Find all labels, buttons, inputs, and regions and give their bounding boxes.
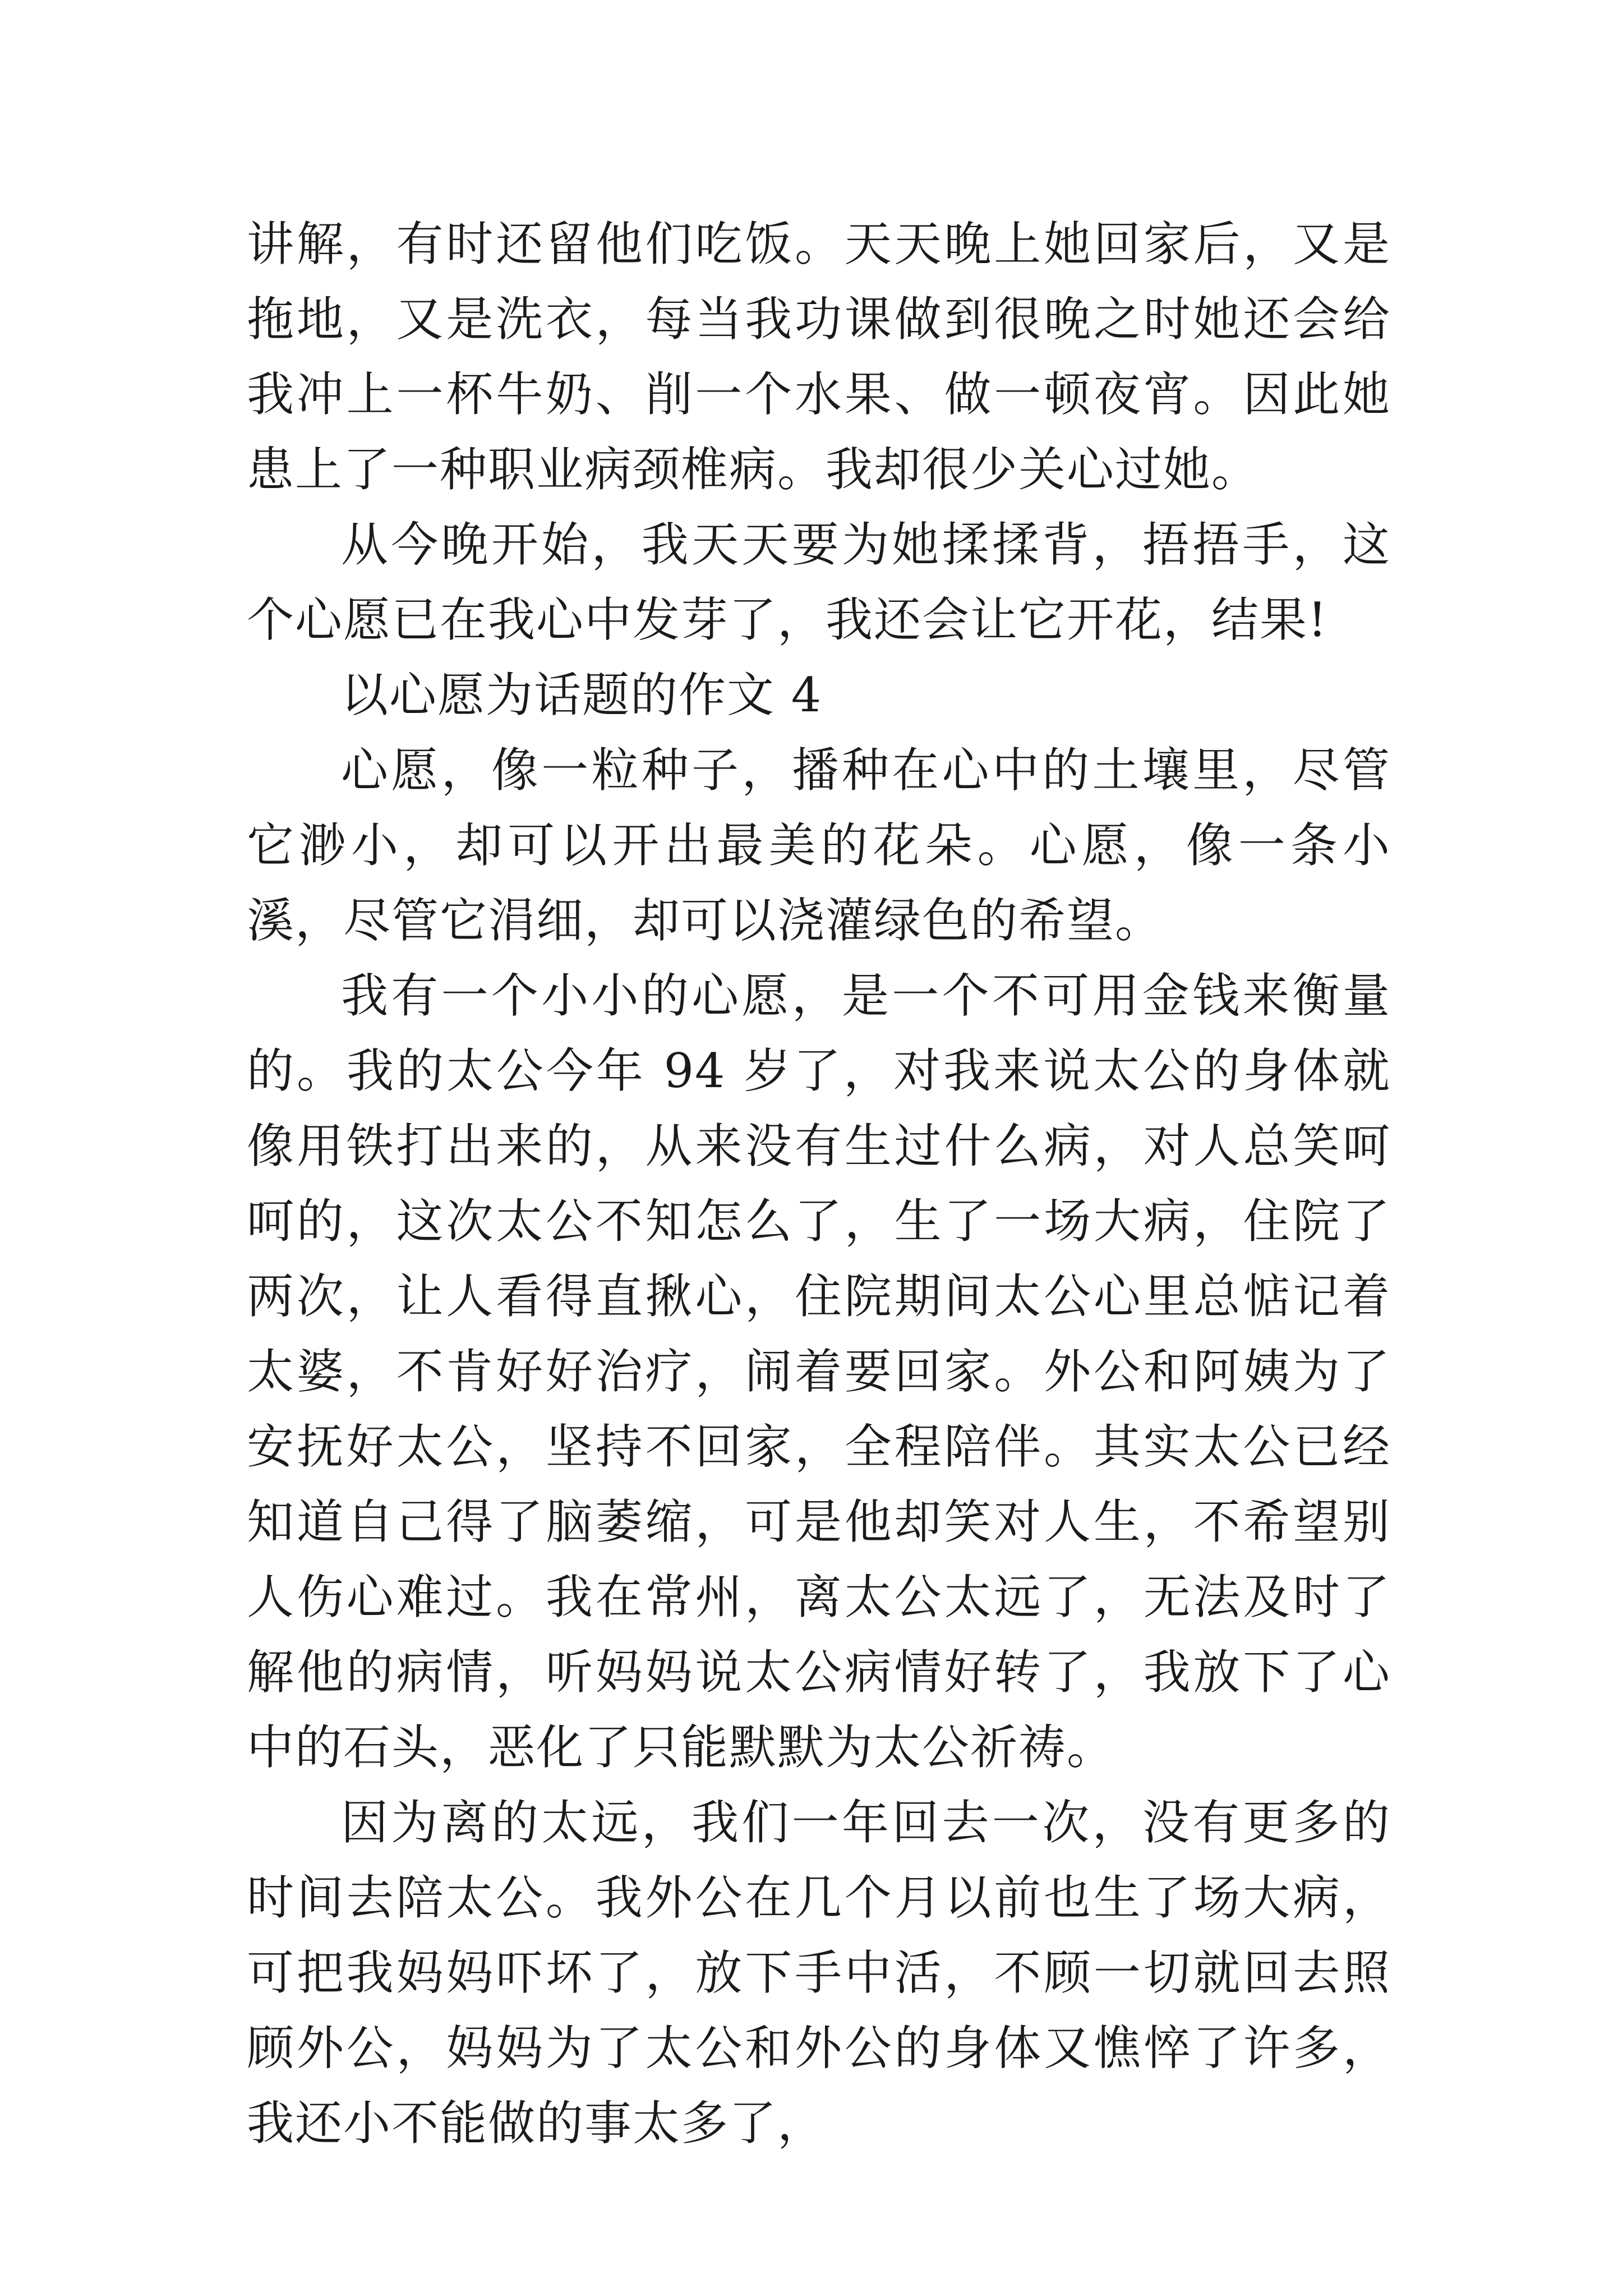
paragraph-continuation: 讲解，有时还留他们吃饭。天天晚上她回家后，又是拖地，又是洗衣，每当我功课做到很晚之时她还会给我冲上一杯牛奶、削一个水果、做一顿夜宵。因此她患上了一种职业病颈椎病。我却很少关心过她。 <box>247 217 1391 497</box>
document-body <box>247 206 1391 2161</box>
paragraph-great-grandfather: 我有一个小小的心愿，是一个不可用金钱来衡量的。我的太公今年 94 岁了，对我来说太公的身体就像用铁打出来的，从来没有生过什么病，对人总笑呵呵的，这次太公不知怎么了，生了一场大病，住院了两次，让人看得直揪心，住院期间太公心里总惦记着太婆，不肯好好治疗，闹着要回家。外公和阿姨为了安抚好太公，坚持不回家，全程陪伴。其实太公已经知道自己得了脑萎缩，可是他却笑对人生，不希望别人伤心难过。我在常州，离太公太远了，无法及时了解他的病情，听妈妈说太公病情好转了，我放下了心中的石头，恶化了只能默默为太公祈祷。 <box>247 968 1391 1775</box>
paragraph-wish-tonight: 从今晚开始，我天天要为她揉揉背，捂捂手，这个心愿已在我心中发芽了，我还会让它开花，结果! <box>247 517 1391 647</box>
paragraph-distance: 因为离的太远，我们一年回去一次，没有更多的时间去陪太公。我外公在几个月以前也生了场大病，可把我妈妈吓坏了，放下手中活，不顾一切就回去照顾外公，妈妈为了太公和外公的身体又憔悴了许多，我还小不能做的事太多了， <box>247 1795 1391 2151</box>
essay-heading: 以心愿为话题的作文 4 <box>341 668 823 723</box>
paragraph-wish-seed: 心愿，像一粒种子，播种在心中的土壤里，尽管它渺小，却可以开出最美的花朵。心愿，像一条小溪，尽管它涓细，却可以浇灌绿色的希望。 <box>247 743 1391 948</box>
